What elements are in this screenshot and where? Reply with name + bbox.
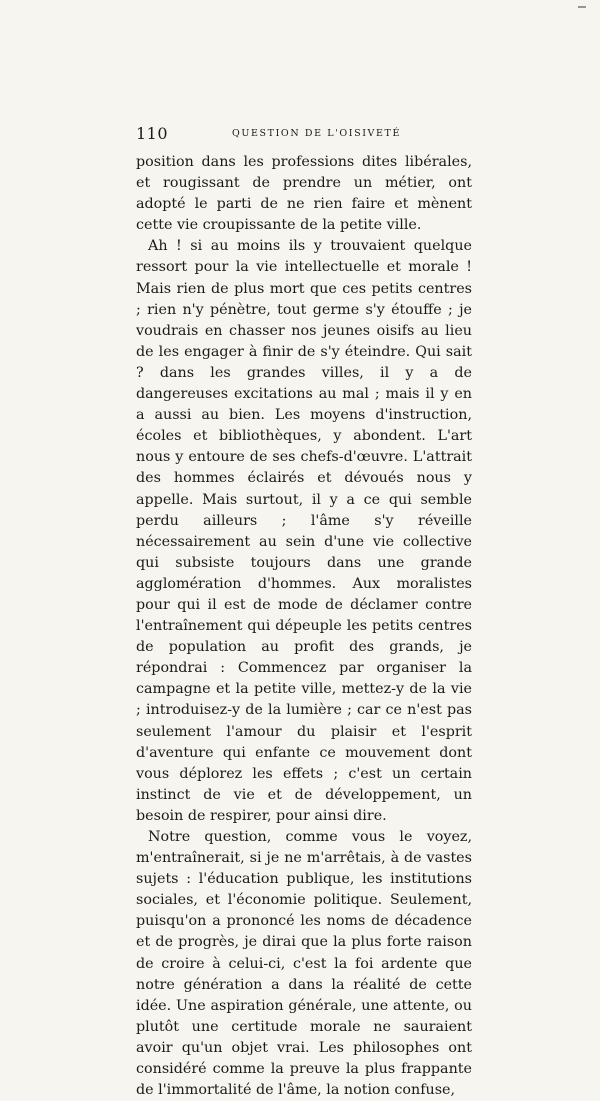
body-text [136, 152, 472, 1101]
corner-mark [578, 6, 586, 8]
book-page [136, 124, 472, 1101]
running-head [136, 124, 472, 152]
paragraph-progress: Notre question, comme vous le voyez, m'entraînerait, si je ne m'arrêtais, à de vastes sujets : l'éducation publique, les institutions sociales, et l'économie politique. Seulement, puisqu'on a prononcé les noms de décadence et de progrès, je dirai que la plus forte raison de croire à celui-ci, c'est la foi ardente que notre génération a dans la réalité de cette idée. Une aspiration générale, une attente, ou plutôt une certitude morale ne sauraient avoir qu'un objet vrai. Les philosophes ont considéré comme la preuve la plus frappante de l'immortalité de l'âme, la notion confuse, [136, 829, 472, 1099]
paragraph-continued: position dans les professions dites libérales, et rougissant de prendre un métier, ont adopté le parti de ne rien faire et mènent cette vie croupissante de la petite ville. [136, 154, 472, 234]
page-number: 110 [136, 124, 169, 143]
paragraph-small-towns: Ah ! si au moins ils y trouvaient quelque ressort pour la vie intellectuelle et morale ! Mais rien de plus mort que ces petits centres ; rien n'y pénètre, tout germe s'y étouffe ; je voudrais en chasser nos jeunes oisifs au lieu de les engager à finir de s'y éteindre. Qui sait ? dans les grandes villes, il y a de dangereuses excitations au mal ; mais il y en a aussi au bien. Les moyens d'instruction, écoles et bibliothèques, y abondent. L'art nous y entoure de ses chefs-d'œuvre. L'attrait des hommes éclairés et dévoués nous y appelle. Mais surtout, il y a ce qui semble perdu ailleurs ; l'âme s'y réveille nécessairement au sein d'une vie collective qui subsiste toujours dans une grande agglomération d'hommes. Aux moralistes pour qui il est de mode de déclamer contre l'entraînement qui dépeuple les petits centres de population au profit des grands, je répondrai : Commencez par organiser la campagne et la petite ville, mettez-y de la vie ; introduisez-y de la lumière ; car ce n'est pas seulement l'amour du plaisir et l'esprit d'aventure qui enfante ce mouvement dont vous déplorez les effets ; c'est un certain instinct de vie et de développement, un besoin de respirer, pour ainsi dire. [136, 238, 472, 824]
running-title: QUESTION DE L'OISIVETÉ [232, 128, 402, 139]
